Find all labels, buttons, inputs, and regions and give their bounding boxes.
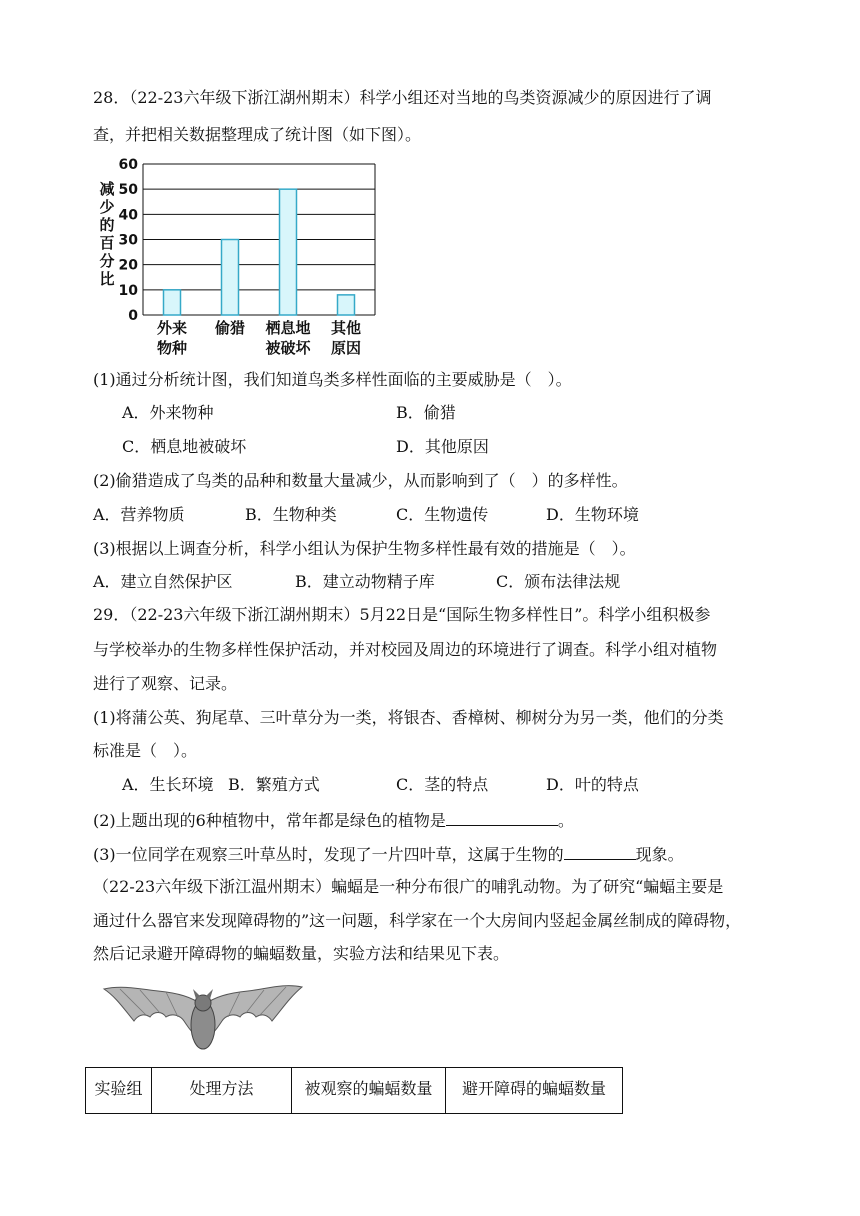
q29-sub3-end: 现象。 — [635, 845, 684, 864]
q28-sub2-option-d[interactable]: D．生物环境 — [546, 505, 639, 524]
q28-intro-line-2: 查，并把相关数据整理成了统计图（如下图）。 — [93, 125, 422, 144]
q30-intro-line-2: 通过什么器官来发现障碍物的”这一问题，科学家在一个大房间内竖起金属丝制成的障碍物， — [93, 911, 742, 930]
table-header-cell: 处理方法 — [152, 1068, 292, 1114]
y-axis-label-char: 比 — [99, 270, 115, 288]
q29-intro-line-3: 进行了观察、记录。 — [93, 674, 238, 693]
q29-sub2-text: (2)上题出现的6种植物中，常年都是绿色的植物是 — [93, 811, 446, 830]
q28-sub2-option-a[interactable]: A．营养物质 — [93, 505, 185, 524]
table-header-row — [86, 1068, 623, 1114]
y-tick-label: 50 — [118, 182, 138, 199]
x-tick-label: 其他 — [330, 319, 362, 337]
y-axis-label — [99, 180, 114, 288]
q29-sub1-option-d[interactable]: D．叶的特点 — [546, 775, 639, 794]
q29-sub2-end: 。 — [557, 811, 574, 830]
q29-sub1-option-c[interactable]: C．茎的特点 — [396, 775, 489, 794]
chart-bars — [164, 189, 355, 315]
q29-intro-line-2: 与学校举办的生物多样性保护活动，并对校园及周边的环境进行了调查。科学小组对植物 — [93, 640, 718, 659]
x-tick-label: 外来 — [156, 319, 188, 337]
x-tick-label: 偷猎 — [214, 319, 246, 337]
q29-sub3-answer-blank[interactable] — [564, 843, 636, 860]
q29-sub2 — [93, 809, 574, 831]
q29-sub1-option-a[interactable]: A．生长环境 — [122, 775, 214, 794]
q29-sub3-text: (3)一位同学在观察三叶草丛时，发现了一片四叶草，这属于生物的 — [93, 845, 564, 864]
x-tick-label: 被破坏 — [265, 339, 311, 357]
q28-sub3-option-a[interactable]: A．建立自然保护区 — [93, 572, 233, 591]
y-axis-label-char: 的 — [99, 216, 115, 234]
q29-intro-line-1: 29．（22-23六年级下浙江湖州期末）5月22日是“国际生物多样性日”。科学小组积极参 — [93, 605, 711, 624]
q28-sub2-option-b[interactable]: B．生物种类 — [245, 505, 337, 524]
q29-sub1-stem-line-1: (1)将蒲公英、狗尾草、三叶草分为一类，将银杏、香樟树、柳树分为另一类，他们的分类 — [93, 708, 724, 727]
table-header-cell: 实验组 — [86, 1068, 152, 1114]
q28-sub3-stem: (3)根据以上调查分析，科学小组认为保护生物多样性最有效的措施是（ ）。 — [93, 539, 636, 558]
q28-sub1-option-a[interactable]: A．外来物种 — [122, 403, 214, 422]
q28-sub1-stem: (1)通过分析统计图，我们知道鸟类多样性面临的主要威胁是（ ）。 — [93, 370, 572, 389]
experiment-table — [85, 1067, 623, 1114]
table-header-cell: 被观察的蝙蝠数量 — [292, 1068, 446, 1114]
x-tick-label: 物种 — [156, 339, 188, 357]
bat-illustration — [100, 975, 305, 1057]
q28-sub1-option-b[interactable]: B．偷猎 — [396, 403, 456, 422]
bar-3 — [280, 189, 297, 315]
q28-sub2-stem: (2)偷猎造成了鸟类的品种和数量大量减少，从而影响到了（ ）的多样性。 — [93, 471, 628, 490]
bar-1 — [164, 290, 181, 315]
y-axis-label-char: 分 — [99, 252, 115, 270]
q29-sub3 — [93, 843, 684, 865]
q28-sub1-option-d[interactable]: D．其他原因 — [396, 437, 489, 456]
y-tick-label: 60 — [118, 157, 138, 173]
bar-2 — [222, 240, 239, 316]
y-tick-label: 40 — [118, 207, 138, 224]
q29-sub1-stem-line-2: 标准是（ ）。 — [93, 741, 198, 760]
y-tick-label: 0 — [128, 308, 138, 324]
y-tick-label: 30 — [118, 232, 138, 249]
q28-sub3-option-c[interactable]: C．颁布法律法规 — [496, 572, 621, 591]
y-tick-label: 20 — [118, 257, 138, 274]
y-axis-label-char: 少 — [99, 198, 115, 216]
q28-sub2-option-c[interactable]: C．生物遗传 — [396, 505, 489, 524]
bar-chart — [93, 152, 383, 362]
q30-intro-line-1: （22-23六年级下浙江温州期末）蝙蝠是一种分布很广的哺乳动物。为了研究“蝙蝠主要是 — [93, 877, 724, 896]
y-tick-label: 10 — [118, 282, 138, 299]
q28-sub1-option-c[interactable]: C．栖息地被破坏 — [122, 437, 247, 456]
q29-sub2-answer-blank[interactable] — [446, 809, 558, 826]
q28-intro-line-1: 28．（22-23六年级下浙江湖州期末）科学小组还对当地的鸟类资源减少的原因进行了调 — [93, 88, 712, 107]
table-header-cell: 避开障碍的蝙蝠数量 — [446, 1068, 623, 1114]
bar-4 — [338, 295, 355, 315]
x-tick-labels — [157, 319, 361, 357]
q29-sub1-option-b[interactable]: B．繁殖方式 — [228, 775, 320, 794]
y-axis-label-char: 百 — [99, 234, 115, 252]
y-axis-label-char: 减 — [99, 180, 115, 198]
y-tick-labels — [119, 157, 139, 324]
x-tick-label: 栖息地 — [265, 319, 311, 337]
q30-intro-line-3: 然后记录避开障碍物的蝙蝠数量，实验方法和结果见下表。 — [93, 944, 510, 963]
q28-sub3-option-b[interactable]: B．建立动物精子库 — [295, 572, 435, 591]
x-tick-label: 原因 — [330, 339, 362, 357]
